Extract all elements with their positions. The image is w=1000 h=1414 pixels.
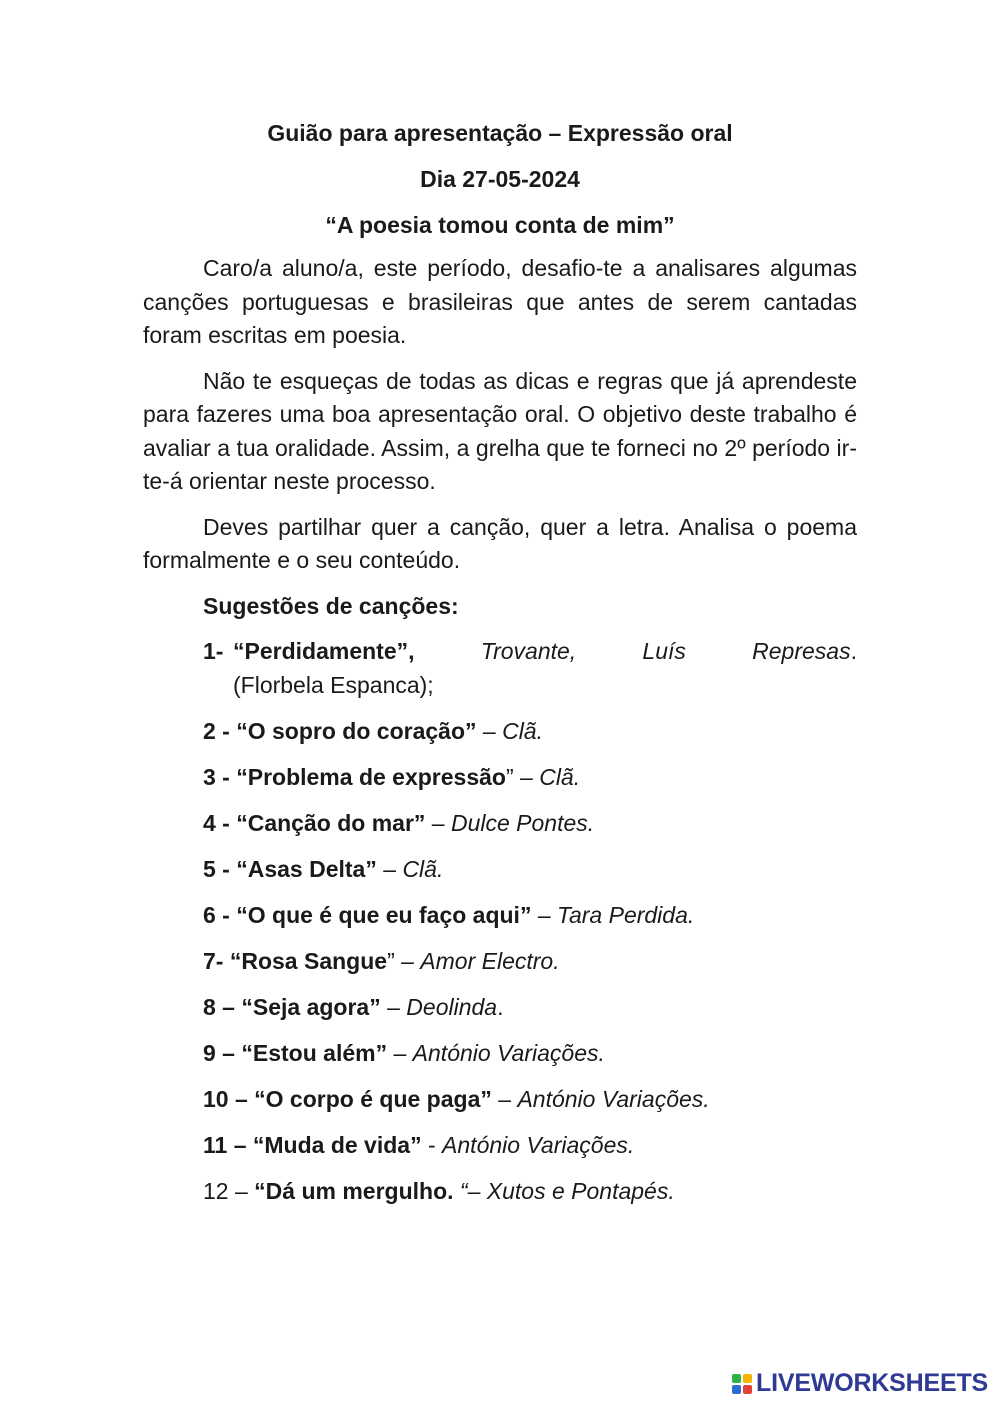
song-item xyxy=(203,945,857,979)
song-title: “Problema de expressão xyxy=(236,763,506,790)
song-title: “Seja agora” xyxy=(241,993,381,1020)
song-separator: – xyxy=(476,717,503,744)
song-number: 10 – xyxy=(203,1085,255,1112)
song-title: “O corpo é que paga” xyxy=(254,1085,492,1112)
song-title: “O que é que eu faço aqui” xyxy=(236,901,532,928)
song-item xyxy=(203,807,857,841)
song-artist-end xyxy=(752,635,857,669)
logo-square xyxy=(732,1374,741,1383)
song-artist-word: Represas xyxy=(752,638,851,664)
song-number: 3 - xyxy=(203,763,237,790)
song-artist: Dulce Pontes. xyxy=(450,809,595,836)
song-number: 4 - xyxy=(203,809,237,836)
song-number: 11 – xyxy=(203,1131,253,1158)
song-number: 1- xyxy=(203,638,224,664)
song-item xyxy=(203,715,857,749)
song-item xyxy=(203,1083,857,1117)
song-item xyxy=(203,1129,857,1163)
song-separator: – xyxy=(491,1085,518,1112)
instructions-paragraph: Deves partilhar quer a canção, quer a letra. Analisa o poema formalmente e o seu conteúdo. xyxy=(143,513,857,573)
song-artist: Clã. xyxy=(402,855,444,882)
logo-square xyxy=(732,1385,741,1394)
page-title: Guião para apresentação – Expressão oral xyxy=(267,120,733,146)
song-separator: – xyxy=(531,901,558,928)
song-artist-word: Trovante, xyxy=(480,638,577,664)
song-title: “O sopro do coração” xyxy=(236,717,477,744)
logo-text: LIVEWORKSHEETS xyxy=(756,1369,988,1397)
song-number: 2 - xyxy=(203,717,237,744)
song-item-1 xyxy=(203,635,857,702)
song-artist: Tara Perdida. xyxy=(557,901,695,928)
song-separator: – xyxy=(380,993,407,1020)
page-date: Dia 27-05-2024 xyxy=(420,166,580,192)
song-item xyxy=(203,1037,857,1071)
song-punct: . xyxy=(497,993,504,1020)
song-title: “Muda de vida” xyxy=(252,1131,422,1158)
song-title: “Estou além” xyxy=(241,1039,388,1066)
song-number: 5 - xyxy=(203,855,237,882)
song-artist: António Variações. xyxy=(442,1131,635,1158)
song-number: 6 - xyxy=(203,901,237,928)
song-item-12 xyxy=(203,1175,857,1209)
suggestions-heading: Sugestões de canções: xyxy=(203,592,459,619)
song-punct: . xyxy=(850,638,857,664)
song-item xyxy=(203,761,857,795)
song-item xyxy=(203,899,857,933)
song-separator: ” – xyxy=(505,763,540,790)
song-artist-word: Luís xyxy=(642,638,686,664)
song-separator: – xyxy=(387,1039,413,1066)
song-separator: – xyxy=(376,855,403,882)
song-number: 8 – xyxy=(203,993,242,1020)
page-subtitle: “A poesia tomou conta de mim” xyxy=(325,212,675,238)
song-title: “Dá um mergulho. xyxy=(254,1177,454,1204)
song-artist: Amor Electro. xyxy=(420,947,560,974)
song-line xyxy=(233,635,857,669)
song-number: 7- xyxy=(203,947,230,974)
song-separator: - xyxy=(421,1131,443,1158)
song-artist: António Variações. xyxy=(412,1039,605,1066)
song-artist: Clã. xyxy=(539,763,581,790)
song-body xyxy=(233,635,857,702)
song-title: “Rosa Sangue xyxy=(229,947,388,974)
song-list xyxy=(143,715,857,1163)
song-title: “Perdidamente”, xyxy=(233,638,415,664)
song-artist: “– Xutos e Pontapés. xyxy=(453,1177,675,1204)
song-artist: Deolinda xyxy=(406,993,498,1020)
song-artist: Clã. xyxy=(502,717,543,744)
song-number: 9 – xyxy=(203,1039,242,1066)
song-separator: – xyxy=(228,1177,255,1204)
song-title: “Canção do mar” xyxy=(236,809,426,836)
liveworksheets-logo xyxy=(732,1369,988,1398)
song-item xyxy=(203,991,857,1025)
tips-paragraph: Não te esqueças de todas as dicas e regras que já aprendeste para fazeres uma boa apresentação oral. O objetivo deste trabalho é avaliar a tua oralidade. Assim, a grelha que te forneci no 2º período ir-te-á orientar neste processo. xyxy=(143,367,857,494)
song-artist: António Variações. xyxy=(517,1085,710,1112)
song-item xyxy=(203,853,857,887)
worksheet-page xyxy=(143,118,857,1221)
song-separator: – xyxy=(425,809,451,836)
logo-mark-icon xyxy=(732,1374,752,1394)
song-number: 12 xyxy=(203,1177,229,1204)
song-separator: ” – xyxy=(387,947,421,974)
song-title: “Asas Delta” xyxy=(236,855,377,882)
intro-paragraph: Caro/a aluno/a, este período, desafio-te a analisares algumas canções portuguesas e brasileiras que antes de serem cantadas foram escritas em poesia. xyxy=(143,255,857,348)
logo-square xyxy=(743,1385,752,1394)
logo-square xyxy=(743,1374,752,1383)
song-poet: (Florbela Espanca); xyxy=(233,671,434,698)
